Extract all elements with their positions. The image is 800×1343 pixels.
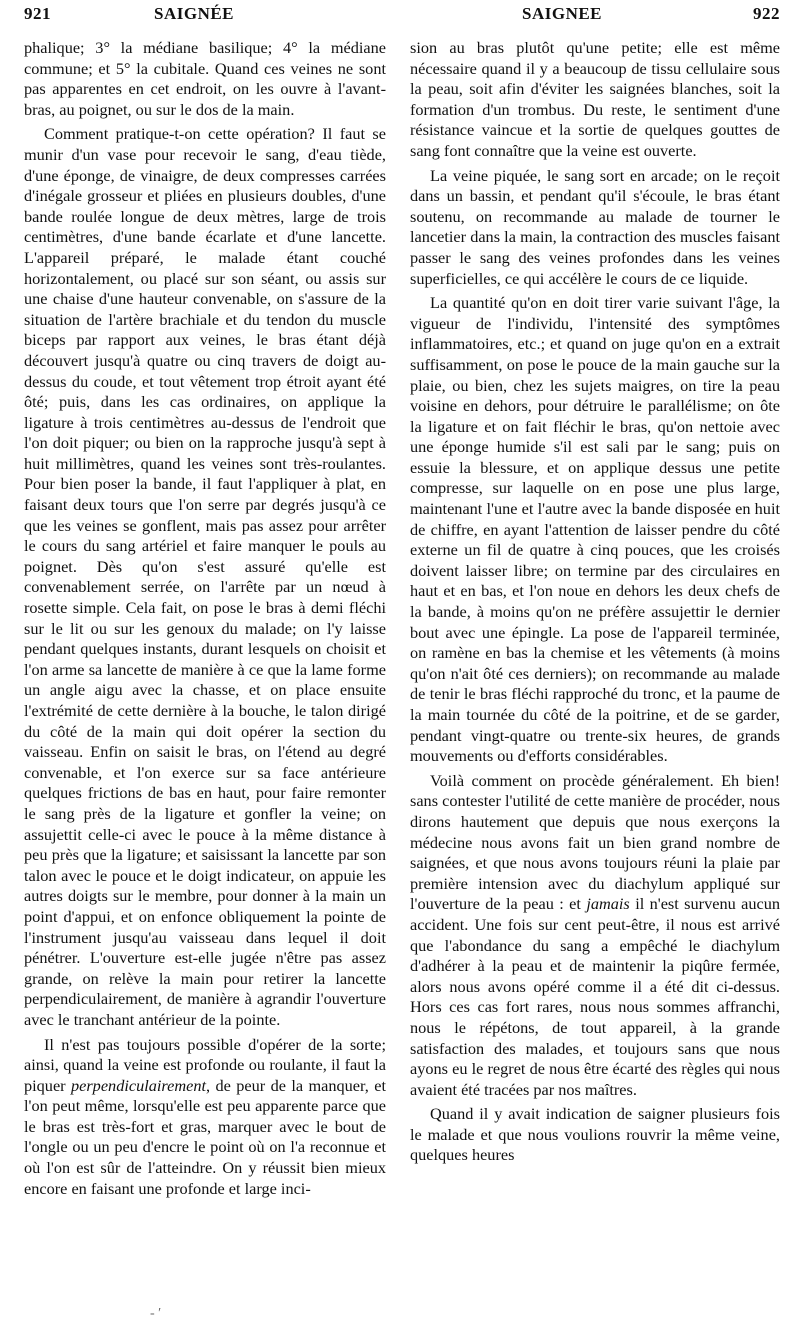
paragraph: Comment pratique-t-on cette opération? Il faut se munir d'un vase pour recevoir le sang, d'eau tiède, d'une éponge, de vinaigre, de deux compresses carrées d'inégale grosseur et pliées en plusieurs doubles, d'une bande roulée longue de deux mètres, large de trois centimètres, d'une bande écarlate et d'une lancette. L'appareil préparé, le malade étant couché horizontalement, ou placé sur son séant, ou assis sur une chaise d'une hauteur convenable, on s'assure de la situation de l'artère brachiale et du tendon du muscle biceps par rapport aux veines, le bras étant déjà découvert jusqu'à quatre ou cinq travers de doigt au-dessus du coude, et tout vêtement trop étroit ayant été ôté; puis, dans les cas ordinaires, on applique la ligature à trois centimètres au-dessus de l'endroit que l'on doit piquer; ou bien on la rapproche jusqu'à sept à huit millimètres, quand les veines sont très-roulantes. Pour bien poser la bande, il faut l'appliquer à plat, en faisant deux tours que l'on serre par degrés jusqu'à ce que les veines se gonflent, mais pas assez pour arrêter le cours du sang artériel et faire manquer le pouls au poignet. Dès qu'on s'est assuré qu'elle est convenablement serrée, on l'arrête par un nœud à rosette simple. Cela fait, on pose le bras à demi fléchi sur le lit ou sur les genoux du malade; on l'y laisse pendant quelques instants, durant lesquels on choisit et l'on arme sa lancette de manière à ce que la lame forme un angle aigu avec la chasse, et on place ensuite l'extrémité de cette dernière à la bouche, le talon dirigé du côté de la main qui doit opérer la section du vaisseau. Enfin on saisit le bras, on l'étend au degré convenable, et l'on exerce sur sa face antérieure quelques frictions de bas en haut, pour faire remonter le sang près de la ligature et gonfler la veine; on assujettit celle-ci avec le pouce à la même distance à peu près que la ligature; et saisissant la lancette par son talon avec le pouce et le doigt indicateur, on appuie les autres doigts sur le membre, pour donner à la main un point d'appui, et on enfonce obliquement la pointe de l'instrument jusqu'au vaisseau dans lequel il doit pénétrer. L'ouverture est-elle jugée n'être pas assez grande, on relève la main pour retirer la lancette perpendiculairement, de manière à agrandir l'ouverture avec le tranchant antérieur de la pointe. <box>24 124 386 1029</box>
paragraph-text: , de peur de la manquer, et l'on peut même, lorsqu'elle est peu apparente parce que le bras est très-fort et gras, marquer avec le bout de l'ongle ou un peu d'encre le point où on l'a reconnue et où l'on est sûr de l'atteindre. On y réussit bien mieux encore en faisant une profonde et large inci- <box>24 1075 386 1198</box>
paragraph: sion au bras plutôt qu'une petite; elle est même nécessaire quand il y a beaucoup de tissu cellulaire sous la peau, soit afin d'éviter les saignées blanches, soit la formation d'un trombus. Du reste, le sentiment d'une résistance vaincue et la sortie de quelques gouttes de sang font connaître que la veine est ouverte. <box>410 38 780 160</box>
left-text-column <box>24 38 386 1303</box>
right-page-number: 922 <box>753 4 780 23</box>
right-page-header <box>410 4 780 36</box>
right-text-column <box>410 38 780 1303</box>
paragraph <box>24 1035 386 1200</box>
paragraph-text: il n'est survenu aucun accident. Une fois sur cent peut-être, il nous est arrivé que l'abondance du sang a empêché le diachylum d'adhérer à la peau et de maintenir la piqûre fermée, alors nous avons opéré comme il a été dit ci-dessus. Hors ces cas fort rares, nous nous sommes affranchi, nous le répétons, de tout appareil, à la grande satisfaction des malades, et toujours sans que nous ayons eu le regret de nous être écarté des règles qui nous avaient été tracées par nos maîtres. <box>410 894 780 1099</box>
emphasis-text: jamais <box>586 894 630 914</box>
paragraph: Quand il y avait indication de saigner plusieurs fois le malade et que nous voulions rouvrir la même veine, quelques heures <box>410 1104 780 1165</box>
paragraph-text: Il n'est pas toujours possible d'opérer de la sorte; ainsi, quand la veine est profonde ou roulante, il faut la piquer <box>24 1034 386 1095</box>
footer-mark: - ′ <box>150 1306 162 1321</box>
left-page-header <box>24 4 384 36</box>
paragraph: La veine piquée, le sang sort en arcade; on le reçoit dans un bassin, et pendant qu'il s'écoule, le bras étant soutenu, on recommande au malade de tourner le lancetier dans la main, la contraction des muscles faisant passer le sang des veines profondes dans les veines superficielles, ce qui accélère le cours de ce liquide. <box>410 165 780 288</box>
right-running-title: SAIGNEE <box>522 4 603 23</box>
paragraph-text: Voilà comment on procède généralement. Eh bien! sans contester l'utilité de cette manière de procéder, nous dirons hautement que depuis que nous exerçons la médecine nous avons fait un bien grand nombre de saignées, et que nous avons toujours réuni la plaie par première intension avec du diachylum appliqué sur l'ouverture de la peau : et <box>410 770 780 914</box>
paragraph: phalique; 3° la médiane basilique; 4° la médiane commune; et 5° la cubitale. Quand ces veines ne sont pas apparentes en cet endroit, on les ouvre à l'avant-bras, au poignet, ou sur le dos de la main. <box>24 38 386 119</box>
emphasis-text: perpendiculairement <box>70 1075 207 1095</box>
paragraph: La quantité qu'on en doit tirer varie suivant l'âge, la vigueur de l'individu, l'intensité des symptômes inflammatoires, etc.; et quand on juge qu'on en a extrait suffisamment, on pose le pouce de la main gauche sur la plaie, ou bien, chez les sujets maigres, on tire la peau voisine en dehors, pour détruire le parallélisme; on ôte la ligature et on fait fléchir le bras, qu'on nettoie avec une éponge humide s'il est sali par le sang; puis on essuie la blessure, et on applique dessus une petite compresse, sur laquelle on en pose une plus large, maintenant l'une et l'autre avec la bande disposée en huit de chiffre, en ayant l'attention de laisser pendre du côté externe un fil de quatre à cinq pouces, que les croisés doivent laisser libre; on termine par des circulaires en haut et en bas, et l'on noue en dehors les deux chefs de la bande, à moins qu'on ne préfère assujettir le dernier bout avec une épingle. La pose de l'appareil terminée, on ramène en bas la chemise et les vêtements (à moins qu'on n'ait ôté ces derniers); on recommande au malade de tenir le bras fléchi rapproché du tronc, et la paume de la main tournée du côté de la poitrine, et de se garder, pendant vingt-quatre ou trente-six heures, de grands mouvements ou d'efforts considérables. <box>410 293 780 766</box>
left-page-number: 921 <box>24 4 51 23</box>
left-running-title: SAIGNÉE <box>154 4 235 23</box>
paragraph <box>410 771 780 1101</box>
